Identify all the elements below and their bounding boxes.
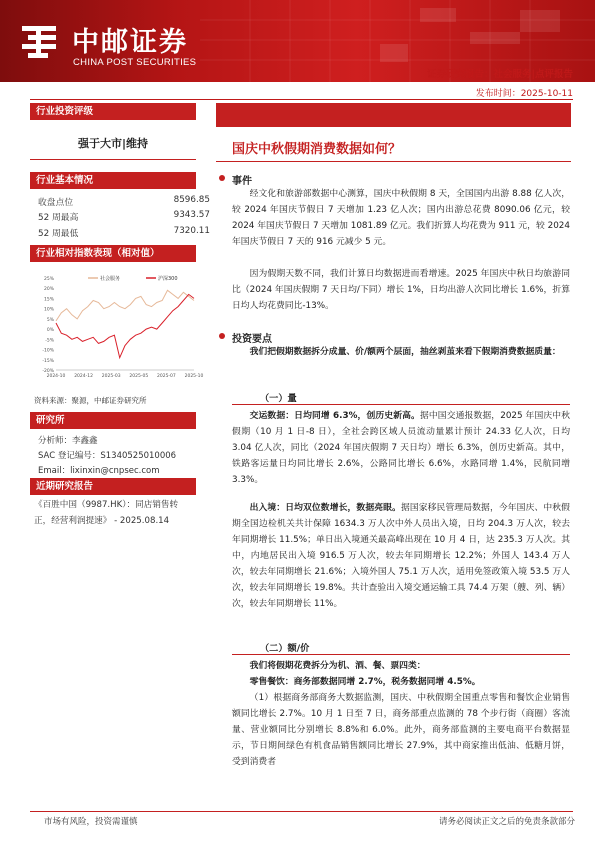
chart-source-note: 资料来源：聚源，中邮证券研究所 [34,396,147,405]
basics-label: 52 周最低 [38,229,79,239]
series-line-social-service [56,290,194,321]
footer-disclaimer: 请务必阅读正文之后的免责条款部分 [438,817,575,827]
rating-value: 强于大市|维持 [77,137,149,150]
analyst-name: 分析师：李鑫鑫 [38,436,98,446]
retail-heading: 零售餐饮：商务部数据同增 2.7%，税务数据同增 4.5%。 [249,677,481,687]
x-tick-label: 2025-03 [101,374,121,379]
y-tick-label: 0% [46,328,54,334]
border-paragraph [232,500,570,612]
analyst-sac: SAC 登记编号：S1340525010006 [38,451,177,461]
y-tick-label: -5% [45,338,54,344]
china-post-logo-icon [18,20,60,62]
investment-lead: 我们把假期数据拆分成量、价/额两个层面，抽丝剥茧来看下假期消费数据质量： [249,347,561,357]
basics-row-close [38,195,210,208]
y-tick-label: -20% [42,369,54,374]
series-line-csi300 [56,294,194,357]
right-banner [216,103,571,127]
analyst-email[interactable]: Email：lixinxin@cnpsec.com [38,466,160,476]
transport-highlight: 交运数据：日均同增 6.3%，创历史新高。 [249,411,420,421]
subsection-volume-divider [232,404,570,405]
subsection-price-heading: （二）额/价 [260,643,310,654]
section-rating-title: 行业投资评级 [30,103,196,120]
basics-value: 9343.57 [173,210,210,220]
border-highlight: 出入境：日均双位数增长，数据亮眼。 [249,503,401,513]
report-type: 证券研究报告：社会服务|点评报告 [427,69,573,80]
section-performance-title: 行业相对指数表现（相对值） [30,245,196,262]
y-tick-label: 25% [43,277,54,282]
recent-report-line[interactable]: 《百胜中国（9987.HK）：同店销售转 [34,500,179,510]
section-basics-title: 行业基本情况 [30,172,196,189]
logo-chinese-text: 中邮证券 [72,27,188,58]
transport-text: 据中国交通报数据，2025 年国庆中秋假期（10 月 1 日-8 日），全社会跨区域人员流动量累计预计 24.33 亿人次，日均 3.04 亿人次，同比（2024 年国庆假期 7 天日均）增长 6.3%，创历史新高。其中，铁路客运量日均同比增长 2.6%，公路同比增长 6.6%，水路同增 1.4%，民航同增 3.3%。 [232,411,570,485]
x-tick-label: 2025-10 [184,374,204,379]
basics-row-high [38,210,210,223]
event-paragraph-1: 经文化和旅游部数据中心测算，国庆中秋假期 8 天，全国国内出游 8.88 亿人次，较 2024 年国庆节假日 7 天增加 1.23 亿人次；国内出游总花费 8090.06 亿元，较 2024 年国庆节假日 7 天增加 1081.89 亿元。我们折算人均花费为 911 元，较 2024 年国庆节假日 7 天的 916 元减少 5 元。 [232,189,570,247]
y-tick-label: 10% [43,307,54,313]
recent-report-line[interactable]: 正，经营利润提速》 - 2025.08.14 [34,516,170,526]
legend-label: 沪深300 [158,276,178,282]
basics-label: 52 周最高 [38,213,79,223]
subsection-volume-heading: （一）量 [260,393,297,404]
section-recent-title: 近期研究报告 [30,478,196,495]
transport-paragraph [232,408,570,488]
header-divider [30,99,573,100]
event-paragraph-2: 因为假期天数不同，我们计算日均数据进而看增速。2025 年国庆中秋日均旅游同比（2024 年国庆假期 7 天日均/下同）增长 1%，日均出游人次同比增长 1.6%，折算日均人均花费同比-13%。 [232,269,570,311]
y-tick-label: 5% [46,317,54,323]
section-event-heading: 事件 [232,172,252,187]
border-text: 据国家移民管理局数据，今年国庆、中秋假期全国边检机关共计保障 1634.3 万人次中外人员出入境，日均 204.3 万人次，较去年同期增长 11.5%；单日出入境通关最高峰出现在 10 月 4 日，达 235.3 万人次。其中，内地居民出入境 916.5 万人次，较去年同期增长 12.2%；外国人 143.4 万人次，较去年同期增长 21.6%；入境外国人 75.1 万人次，适用免签政策入境 53.5 万人次，较去年同期增长 19.8%。共计查验出入境交通运输工具 74.4 万架（艘、列、辆）次，较去年同期增长 11%。 [232,503,570,609]
basics-row-low [38,226,210,239]
y-tick-label: -10% [42,348,54,354]
x-tick-label: 2024-10 [46,374,66,379]
section-investment-heading: 投资要点 [232,330,272,345]
title-divider [216,161,571,162]
x-tick-label: 2025-07 [156,374,176,379]
y-tick-label: 15% [43,297,54,303]
footer-risk-note: 市场有风险，投资需谨慎 [44,817,138,827]
price-lead: 我们将假期花费拆分为机、酒、餐、票四类： [249,661,426,671]
legend-label: 社会服务 [100,276,121,282]
subsection-price-divider [232,654,570,655]
basics-label: 收盘点位 [38,198,74,208]
y-tick-label: -15% [42,358,54,364]
retail-paragraph: （1）根据商务部商务大数据监测，国庆、中秋假期全国重点零售和餐饮企业销售额同比增长 2.7%。10 月 1 日至 7 日，商务部重点监测的 78 个步行街（商圈）客流量、营业额同比分别增长 8.8%和 6.0%。此外，商务部监测的主要电商平台数据显示，节日期间绿色有机食品销售额同比增长 27.9%，其中商家推出低油、低糖月饼，受到消费者 [232,693,570,767]
y-tick-label: 20% [43,287,54,293]
report-title: 国庆中秋假期消费数据如何？ [232,142,402,157]
basics-value: 7320.11 [173,226,210,236]
x-tick-label: 2025-05 [129,374,149,379]
section-analyst-title: 研究所 [30,412,196,429]
logo-english-text: CHINA POST SECURITIES [73,57,197,68]
basics-value: 8596.85 [173,195,210,205]
x-tick-label: 2024-12 [74,374,94,379]
relative-performance-chart [38,270,204,382]
publish-date: 发布时间：2025-10-11 [475,89,573,99]
rating-divider [30,159,196,160]
footer-divider [30,811,573,812]
